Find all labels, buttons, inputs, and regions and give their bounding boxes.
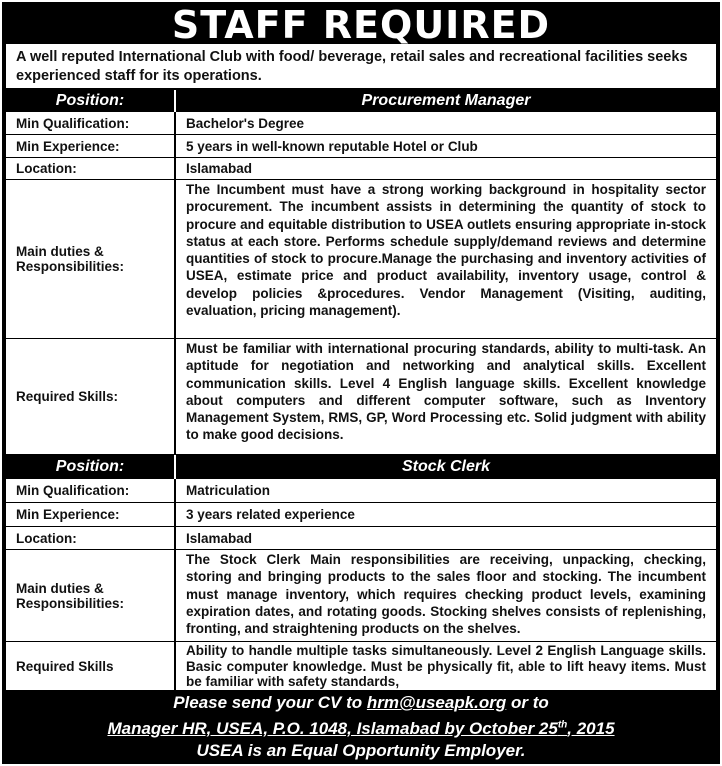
value: Islamabad	[186, 161, 253, 176]
position-title: Stock Clerk	[401, 458, 491, 475]
year: , 2015	[567, 718, 615, 738]
ad-title: STAFF REQUIRED	[6, 6, 716, 44]
address: Manager HR, USEA, P.O. 1048, Islamabad by October 25	[107, 718, 558, 738]
row-location	[6, 527, 716, 550]
intro-text: A well reputed International Club with food/ beverage, retail sales and recreational facilities seeks experienced staff for its operations.	[6, 44, 716, 90]
value: Islamabad	[186, 530, 253, 546]
row-skills	[6, 339, 716, 455]
value: Must be familiar with international procuring standards, ability to multi-task. An aptitude for negotiation and networking and analytical skills. Excellent communication skills. Level 4 English language skills. Excellent knowledge about computers and different computer software, such as Inventory Management System, RMS, GP, Word Processing etc. Solid judgment with ability to make good decisions.	[186, 341, 706, 443]
label: Min Experience:	[6, 503, 176, 526]
position-label: Position:	[6, 90, 176, 112]
row-duties	[6, 550, 716, 642]
position-label: Position:	[6, 455, 176, 479]
label: Main duties & Responsibilities:	[6, 550, 176, 641]
footer-line-1	[6, 692, 716, 714]
footer-contact	[6, 690, 716, 760]
position-title: Procurement Manager	[361, 92, 531, 109]
label: Main duties & Responsibilities:	[6, 180, 176, 338]
value: Ability to handle multiple tasks simultaneously. Level 2 English Language skills. Basic computer knowledge. Must be physically fit, able to lift heavy items. Must be familiar with safety standards,	[186, 643, 706, 689]
row-min-qualification	[6, 479, 716, 503]
text: or to	[506, 693, 549, 712]
row-duties	[6, 180, 716, 339]
value: Bachelor's Degree	[186, 115, 305, 131]
label: Min Experience:	[6, 135, 176, 157]
row-min-qualification	[6, 112, 716, 135]
job-advertisement	[2, 2, 720, 764]
position-header	[6, 455, 716, 479]
row-min-experience	[6, 135, 716, 158]
equal-opportunity: USEA is an Equal Opportunity Employer.	[196, 740, 526, 760]
label: Required Skills	[6, 642, 176, 690]
date-suffix: th	[557, 719, 568, 730]
row-skills	[6, 642, 716, 690]
value: The Incumbent must have a strong working background in hospitality sector procurement. The incumbent assists in determining the quantity of stock to procure and equitable distribution to USEA outlets ensuring appropriate in-stock status at each store. Performs schedule supply/demand reviews and determine quantities of stock to procure.Manage the purchasing and inventory activities of USEA, estimate price and product availability, inventory usage, control & develop policies &procedures. Vendor Management (Visiting, auditing, evaluation, pricing management).	[186, 182, 706, 319]
value: Matriculation	[186, 483, 271, 498]
value: The Stock Clerk Main responsibilities are receiving, unpacking, checking, storing and bringing products to the sales floor and stocking. The incumbent must manage inventory, which requires checking product levels, examining expiration dates, and rotating goods. Stocking shelves consists of replenishing, fronting, and straightening products on the shelves.	[186, 552, 706, 637]
value: 5 years in well-known reputable Hotel or Club	[186, 138, 478, 154]
value: 3 years related experience	[186, 507, 355, 522]
row-min-experience	[6, 503, 716, 527]
label: Min Qualification:	[6, 112, 176, 134]
label: Location:	[6, 527, 176, 549]
label: Min Qualification:	[6, 479, 176, 502]
text: Please send your CV to	[173, 693, 367, 712]
email-link[interactable]: hrm@useapk.org	[366, 693, 507, 712]
label: Required Skills:	[6, 339, 176, 454]
footer-line-2	[6, 714, 716, 740]
label: Location:	[6, 158, 176, 179]
row-location	[6, 158, 716, 180]
position-header	[6, 90, 716, 112]
